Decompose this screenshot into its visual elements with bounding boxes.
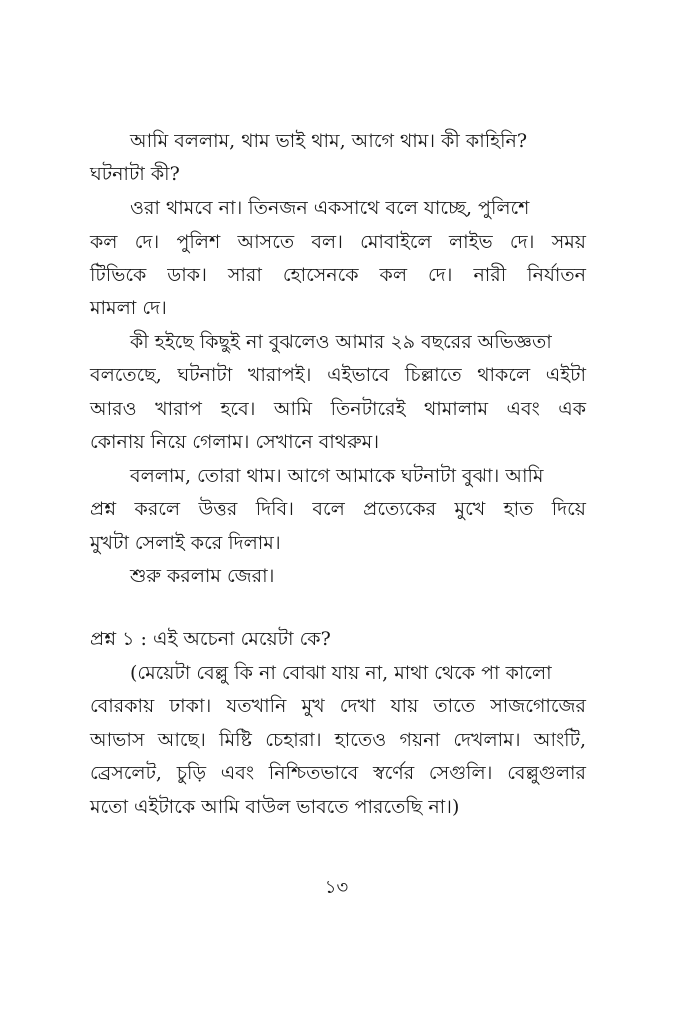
page-number: ১৩ — [324, 877, 349, 898]
text-line: মামলা দে। — [90, 297, 167, 319]
text-line: আমি বললাম, থাম ভাই থাম, আগে থাম। কী কাহিনি? — [130, 130, 528, 152]
text-line: বললাম, তোরা থাম। আগে আমাকে ঘটনাটা বুঝা। আমি — [130, 465, 544, 487]
text-line: মতো এইটাকে আমি বাউল ভাবতে পারতেছি না।) — [90, 796, 460, 818]
text-line: ব্রেসলেট, চুড়ি এবং নিশ্চিতভাবে স্বর্ণের সেগুলি। বেল্লুগুলার — [90, 762, 586, 784]
text-line: আরও খারাপ হবে। আমি তিনটারেই থামালাম এবং এক — [90, 398, 586, 420]
text-line: কোনায় নিয়ে গেলাম। সেখানে বাথরুম। — [90, 431, 380, 453]
text-line: কী হইছে কিছুই না বুঝলেও আমার ২৯ বছরের অভিজ্ঞতা — [130, 331, 552, 353]
text-line: ওরা থামবে না। তিনজন একসাথে বলে যাচ্ছে, পুলিশে — [130, 197, 530, 219]
question-heading: প্রশ্ন ১ : এই অচেনা মেয়েটা কে? — [90, 628, 331, 650]
text-line: (মেয়েটা বেল্লু কি না বোঝা যায় না, মাথা থেকে পা কালো — [130, 662, 552, 684]
text-line: মুখটা সেলাই করে দিলাম। — [90, 532, 281, 554]
text-line: বোরকায় ঢাকা। যতখানি মুখ দেখা যায় তাতে সাজগোজের — [90, 695, 586, 717]
text-line: আভাস আছে। মিষ্টি চেহারা। হাতেও গয়না দেখলাম। আংটি, — [90, 729, 586, 751]
text-line: কল দে। পুলিশ আসতে বল। মোবাইলে লাইভ দে। সময় — [90, 231, 586, 253]
text-line: টিভিকে ডাক। সারা হোসেনকে কল দে। নারী নির্যাতন — [90, 264, 586, 286]
text-line: ঘটনাটা কী? — [90, 163, 180, 185]
text-line: বলতেছে, ঘটনাটা খারাপই। এইভাবে চিল্লাতে থাকলে এইটা — [90, 364, 586, 386]
text-line: শুরু করলাম জেরা। — [130, 565, 275, 587]
text-line: প্রশ্ন করলে উত্তর দিবি। বলে প্রত্যেকের মুখে হাত দিয়ে — [90, 498, 586, 520]
